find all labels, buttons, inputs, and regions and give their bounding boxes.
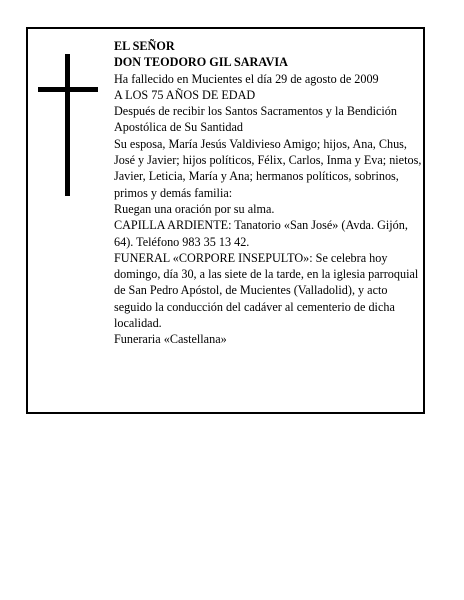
cross-icon [38,54,98,196]
funeral-home-line: Funeraria «Castellana» [114,332,227,347]
honorific-title: EL SEÑOR [114,39,175,53]
sacraments-line: Después de recibir los Santos Sacramentos y la Bendición Apostólica de Su Santidad [114,104,397,135]
cross-horizontal-bar [38,87,98,92]
death-date-line: Ha fallecido en Mucientes el día 29 de agosto de 2009 [114,71,379,86]
family-line: Su esposa, María Jesús Valdivieso Amigo; hijos, Ana, Chus, José y Javier; hijos políticos, Félix, Carlos, Inma y Eva; nietos, Javier, Leticia, María y Ana; hermanos políticos, sobrinos, primos y demás familia: [114,136,422,200]
prayer-request-line: Ruegan una oración por su alma. [114,201,275,216]
cross-vertical-bar [65,54,70,196]
deceased-name: DON TEODORO GIL SARAVIA [114,55,288,70]
funeral-service-line: FUNERAL «CORPORE INSEPULTO»: Se celebra hoy domingo, día 30, a las siete de la tarde, en la iglesia parroquial de San Pedro Apóstol, de Mucientes (Valladolid), y acto seguido la conducción del cadáver al cementerio de dicha localidad. [114,250,419,331]
funeral-chapel-line: CAPILLA ARDIENTE: Tanatorio «San José» (Avda. Gijón, 64). Teléfono 983 35 13 42. [114,218,408,249]
age-line: A LOS 75 AÑOS DE EDAD [114,87,256,102]
obituary-text [114,38,424,348]
